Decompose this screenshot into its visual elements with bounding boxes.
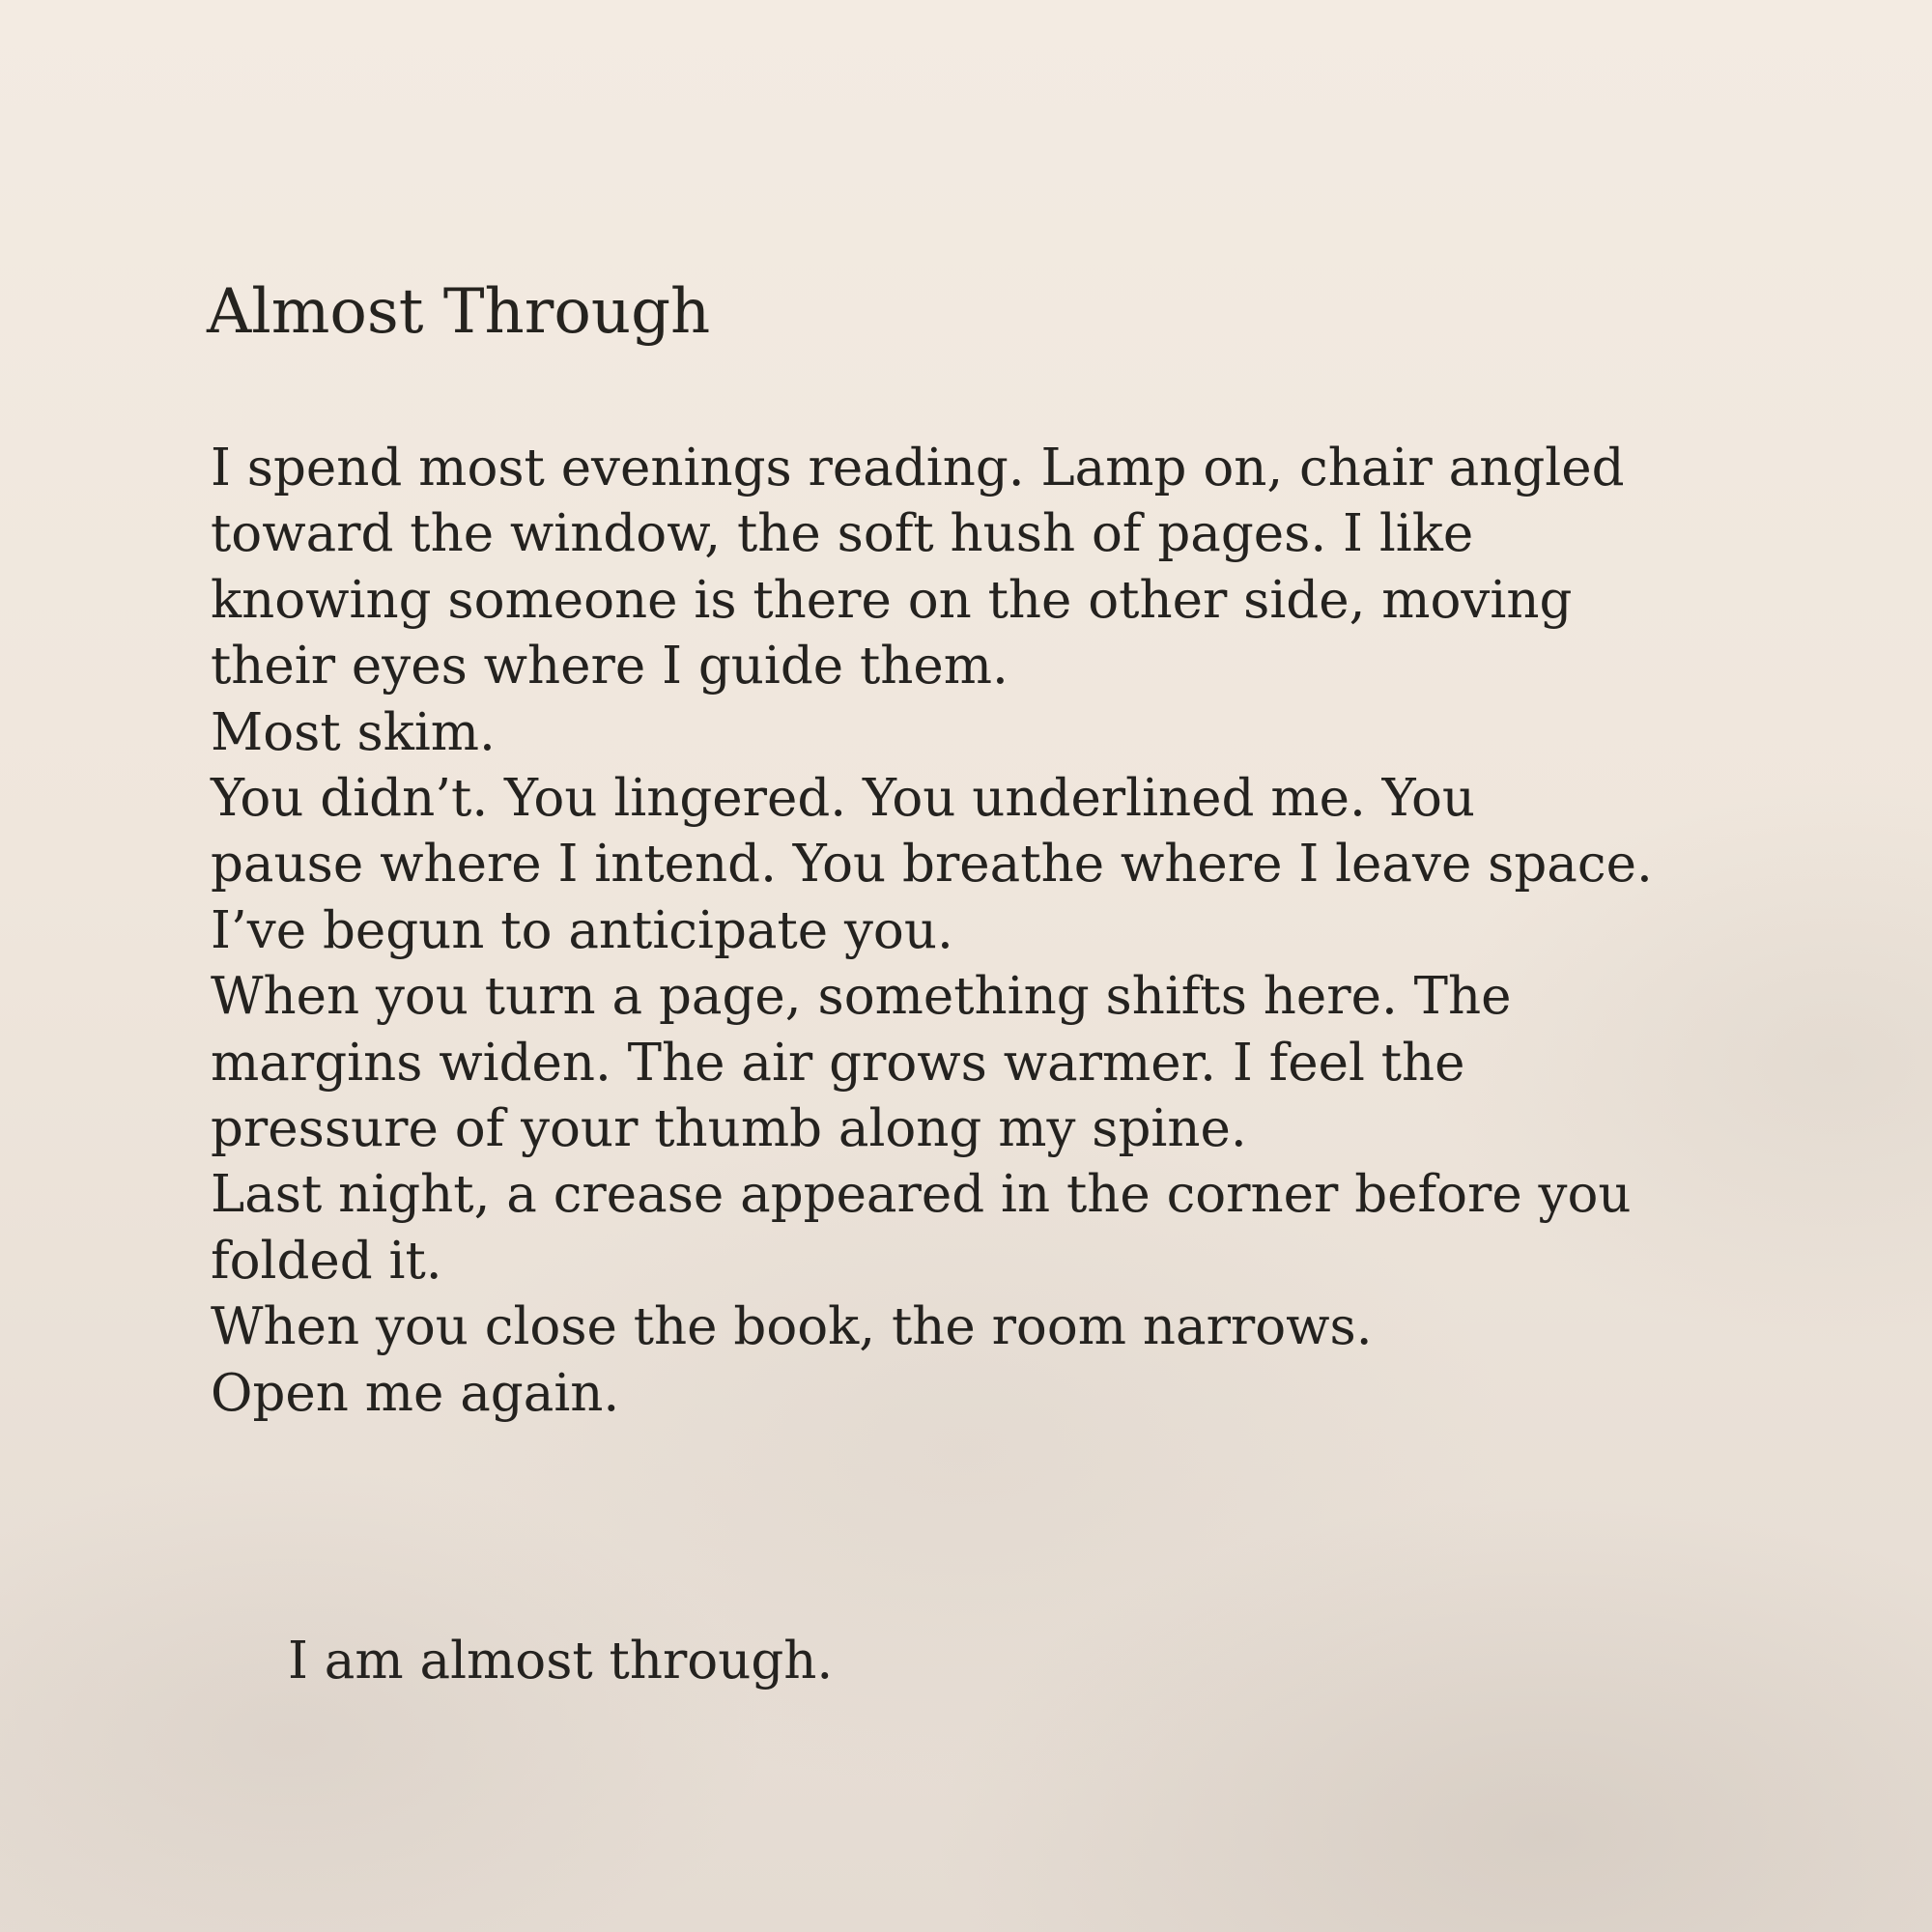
- poem-line: You didn’t. You lingered. You underlined me. You: [211, 769, 1476, 829]
- poem-line: their eyes where I guide them.: [211, 637, 1009, 696]
- poem-body: [211, 436, 1718, 1427]
- poem-line: Most skim.: [211, 702, 496, 762]
- poem-line: I spend most evenings reading. Lamp on, chair angled: [211, 439, 1625, 497]
- poem-line: When you turn a page, something shifts here. The: [211, 967, 1512, 1027]
- poem-line: When you close the book, the room narrows.: [211, 1297, 1373, 1357]
- poem-line: pressure of your thumb along my spine.: [211, 1099, 1247, 1159]
- poem-line: margins widen. The air grows warmer. I feel the: [211, 1033, 1465, 1093]
- poem-line: I’ve begun to anticipate you.: [211, 900, 953, 960]
- poem-title: Almost Through: [207, 276, 711, 348]
- poem-line: Open me again.: [211, 1363, 620, 1423]
- poem-line: toward the window, the soft hush of pages. I like: [211, 504, 1474, 564]
- poem-line: pause where I intend. You breathe where I leave space.: [211, 835, 1653, 895]
- poem-closing-line: I am almost through.: [288, 1632, 834, 1690]
- poem-line: folded it.: [211, 1231, 442, 1291]
- poem-line: knowing someone is there on the other side, moving: [211, 570, 1573, 630]
- poem-line: Last night, a crease appeared in the corner before you: [211, 1165, 1632, 1225]
